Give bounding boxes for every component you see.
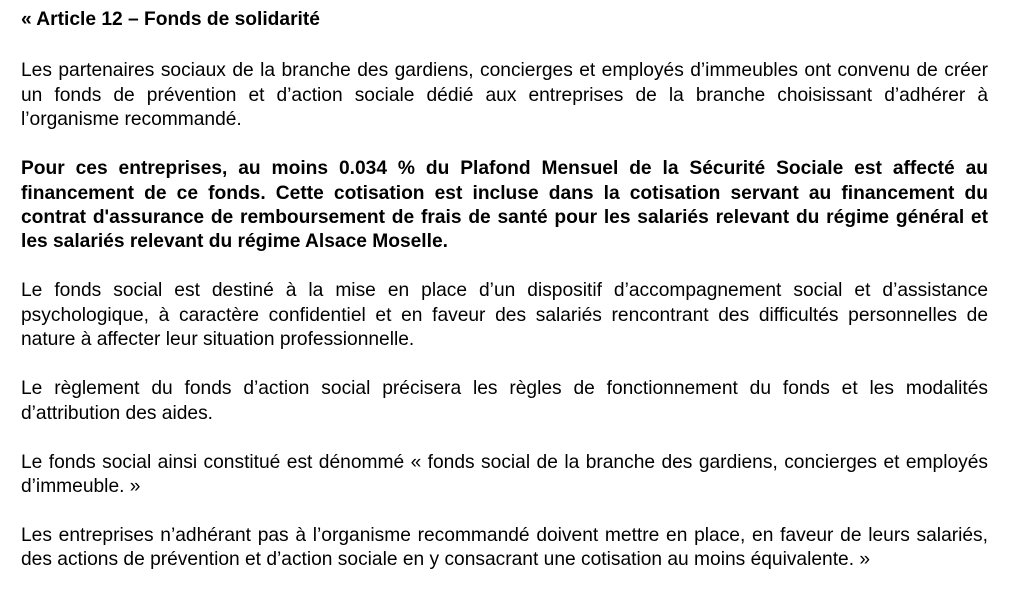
- paragraph-fonds-social: Le fonds social est destiné à la mise en place d’un dispositif d’accompagnement social et d’assistance psychologique, à caractère confidentiel et en faveur des salariés rencontrant des difficultés personnelles de nature à affecter leur situation professionnelle.: [21, 280, 988, 351]
- paragraph-partenaires: Les partenaires sociaux de la branche des gardiens, concierges et employés d’immeubles ont convenu de créer un fonds de prévention et d’action sociale dédié aux entreprises de la branche choisissant d’adhérer à l’organisme recommandé.: [21, 60, 988, 131]
- paragraph-reglement: Le règlement du fonds d’action social précisera les règles de fonctionnement du fonds et les modalités d’attribution des aides.: [21, 378, 988, 424]
- paragraph-cotisation: Pour ces entreprises, au moins 0.034 % du Plafond Mensuel de la Sécurité Sociale est affecté au financement de ce fonds. Cette cotisation est incluse dans la cotisation servant au financement du contrat d'assurance de remboursement de frais de santé pour les salariés relevant du régime général et les salariés relevant du régime Alsace Moselle.: [21, 158, 988, 253]
- document-page: [21, 8, 988, 573]
- paragraph-entreprises: Les entreprises n’adhérant pas à l’organisme recommandé doivent mettre en place, en faveur de leurs salariés, des actions de prévention et d’action sociale en y consacrant une cotisation au moins équivalente. »: [21, 525, 988, 571]
- article-title: « Article 12 – Fonds de solidarité: [21, 9, 320, 30]
- paragraph-denomination: Le fonds social ainsi constitué est dénommé « fonds social de la branche des gardiens, concierges et employés d’immeuble. »: [21, 451, 988, 498]
